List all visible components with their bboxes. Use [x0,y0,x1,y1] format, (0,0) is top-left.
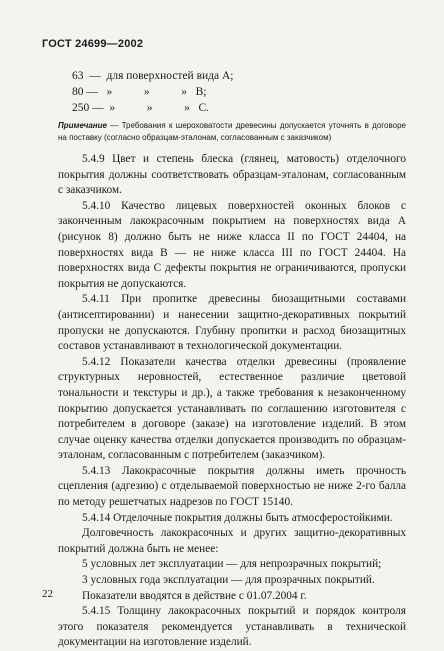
paragraph: 5.4.13 Лакокрасочные покрытия должны иметь прочность сцепления (адгезию) с отделываемой поверхностью не ниже 2-го балла по методу решетчатых надрезов по ГОСТ 15140. [58,464,406,509]
note-text: — Требования к шероховатости древесины допускается уточнять в договоре на поставку (согласно образцам-эталонам, согласованным с заказчиком) [58,121,406,142]
note [58,120,406,143]
note-label: Примечание [58,121,107,130]
paragraph: Долговечность лакокрасочных и других защитно-декоративных покрытий должна быть не менее: [58,527,406,555]
paragraph: 3 условных года эксплуатации — для прозрачных покрытий. [82,574,375,587]
paragraph: 5.4.14 Отделочные покрытия должны быть атмосферостойкими. [82,511,393,524]
paragraph: Показатели вводятся в действие с 01.07.2004 г. [82,589,307,602]
paragraph: 5.4.12 Показатели качества отделки древесины (проявление структурных неровностей, естественное различие цветовой тональности и текстуры и др.), а также требования к незаконченному покрытию допускается устанавливать по соглашению изготовителя с потребителем в договоре (заказе) на изготовление изделий. В этом случае оценку качества отделки допускается производить по образцам-эталонам, согласованным с потребителем (заказчиком). [58,355,406,462]
page-number: 22 [42,588,53,600]
roughness-row: 63 — для поверхностей вида А; [72,70,234,82]
paragraph: 5.4.11 При пропитке древесины биозащитными составами (антисептировании) и нанесении защитно-декоративных покрытий пропуски не допускаются. Глубину пропитки и расход биозащитных составов устанавливают в технологической документации. [58,293,406,353]
roughness-row: 250 — » » » С. [72,102,210,114]
body-text [58,152,406,651]
roughness-row: 80 — » » » В; [72,86,207,98]
paragraph: 5.4.9 Цвет и степень блеска (глянец, матовость) отделочного покрытия должны соответствовать образцам-эталонам, согласованным с заказчиком. [58,153,406,197]
page-header: ГОСТ 24699—2002 [42,38,144,50]
paragraph: 5.4.10 Качество лицевых поверхностей оконных блоков с законченным лакокрасочным покрытием на поверхностях вида А (рисунок 8) должно быть не ниже класса II по ГОСТ 24404, на поверхностях вида В — не ниже класса III по ГОСТ 24404. На поверхностях вида С дефекты покрытия не ограничиваются, пропуски покрытия не допускаются. [58,199,406,290]
paragraph: 5 условных лет эксплуатации — для непрозрачных покрытий; [82,558,382,571]
roughness-list [72,68,234,116]
paragraph: 5.4.15 Толщину лакокрасочных покрытий и порядок контроля этого показателя рекомендуется устанавливать в технической документации на изготовление изделий. [58,605,406,649]
